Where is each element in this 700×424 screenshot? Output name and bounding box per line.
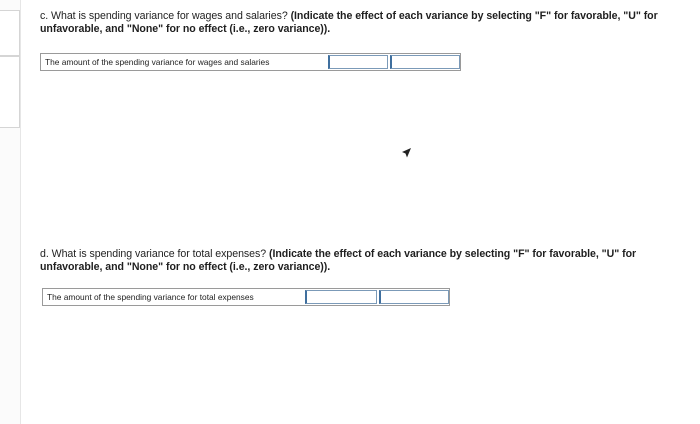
left-margin-tab xyxy=(0,10,20,56)
mouse-pointer-icon xyxy=(400,147,412,159)
row-label-total-expenses: The amount of the spending variance for total expenses xyxy=(47,292,254,302)
question-c-text xyxy=(40,10,700,36)
left-margin-tab xyxy=(0,56,20,128)
question-c-instruction-line2: unfavorable, and "None" for no effect (i.e., zero variance)). xyxy=(40,23,331,35)
answer-row-total-expenses xyxy=(42,288,450,306)
question-c-instruction-line1: (Indicate the effect of each variance by selecting "F" for favorable, "U" for xyxy=(290,10,658,22)
amount-input-total-expenses[interactable] xyxy=(305,290,377,304)
answer-row-wages-salaries xyxy=(40,53,461,71)
amount-input-wages-salaries[interactable] xyxy=(328,55,388,69)
question-d-instruction-line1: (Indicate the effect of each variance by selecting "F" for favorable, "U" for xyxy=(268,248,637,260)
question-d-instruction-line2: unfavorable, and "None" for no effect (i.e., zero variance)). xyxy=(40,261,331,273)
question-d-prefix: d. What is spending variance for total expenses? xyxy=(40,248,269,260)
question-c-prefix: c. What is spending variance for wages and salaries? xyxy=(40,10,291,22)
left-margin-panel xyxy=(0,0,21,424)
effect-select-total-expenses[interactable] xyxy=(379,290,449,304)
question-d-text xyxy=(40,248,690,274)
row-label-wages-salaries: The amount of the spending variance for wages and salaries xyxy=(45,57,270,67)
effect-select-wages-salaries[interactable] xyxy=(390,55,460,69)
